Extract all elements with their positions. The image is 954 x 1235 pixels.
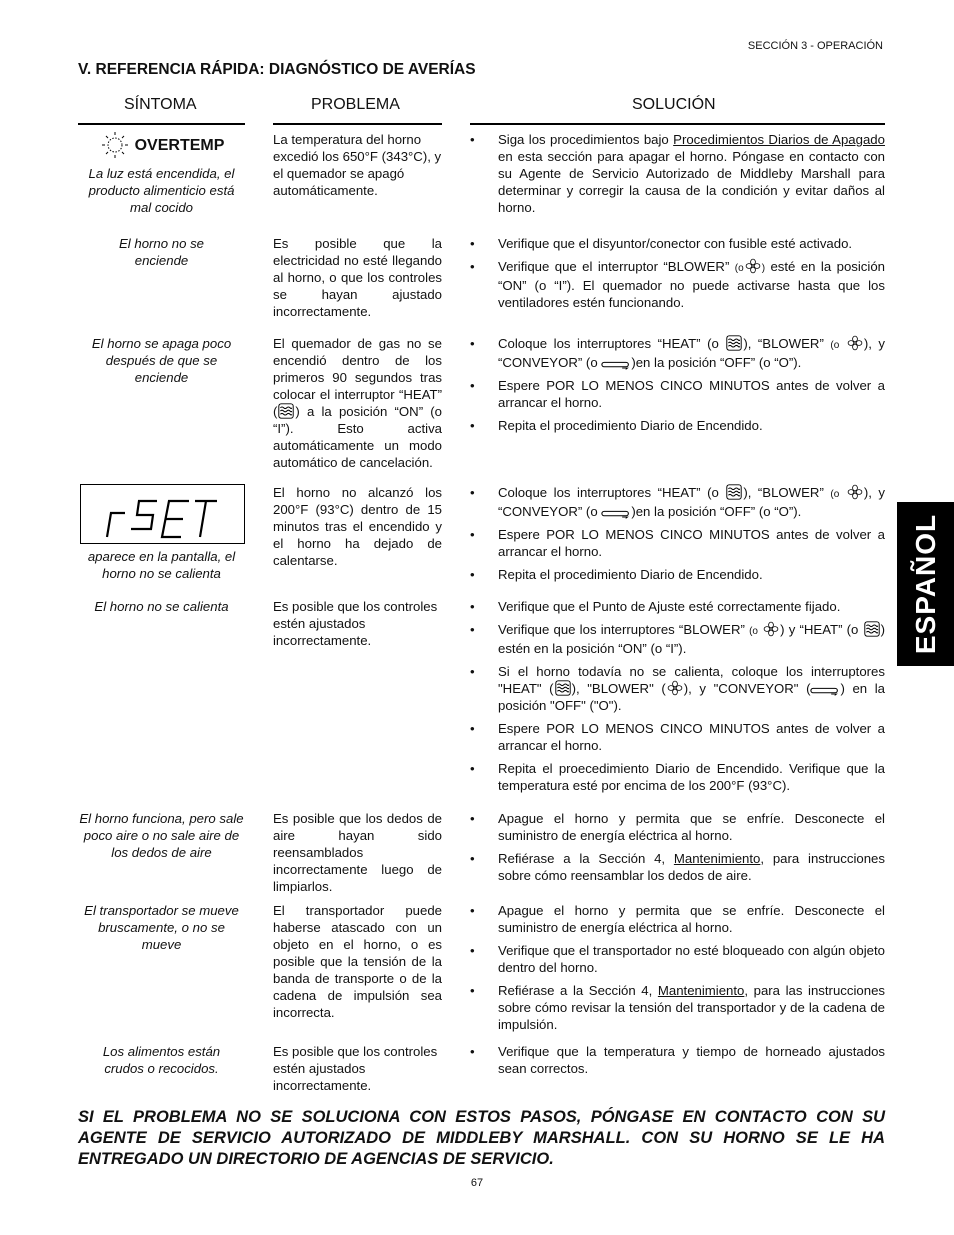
column-header-symptom: SÍNTOMA <box>124 96 197 113</box>
display-text <box>244 485 245 486</box>
list-item: • Verifique que el disyuntor/conector con fusible esté activado. <box>470 236 853 251</box>
solution-cell <box>470 335 885 440</box>
solution-cell <box>470 484 885 589</box>
problem-cell: Es posible que la electricidad no esté llegando al horno, o que los controles se hayan ajustado incorrectamente. <box>273 236 442 319</box>
symptom-cell: Los alimentos están crudos o recocidos. <box>102 1044 221 1076</box>
problem-cell: Es posible que los dedos de aire hayan sido reensamblados incorrectamente luego de limpiarlos. <box>273 811 442 894</box>
conveyor-icon <box>601 509 631 519</box>
symptom-cell: El horno se apaga poco después de que se enciende <box>91 336 232 385</box>
symptom-text: La luz está encendida, el producto alimenticio está mal cocido <box>88 166 235 215</box>
list-item: • Coloque los interruptores “HEAT” (o ), “BLOWER” (o ), y “CONVEYOR” (o )en la posición “OFF” (o “O”). <box>470 485 885 519</box>
link-mantenimiento[interactable]: Mantenimiento <box>673 851 761 866</box>
conveyor-icon <box>810 686 840 696</box>
divider <box>273 123 442 125</box>
list-item: • Siga los procedimientos bajo Procedimientos Diarios de Apagado en esta sección para apagar el horno. Póngase en contacto con su Agente de Servicio Autorizado de Middleby Marshall para determinar y corregir la causa de la condición y evitar daños al horno. <box>470 132 885 215</box>
light-icon <box>99 131 131 159</box>
display-readout <box>80 484 245 544</box>
problem-cell: El quemador de gas no se encendió dentro de los primeros 90 segundos tras colocar el interruptor “HEAT” ( ) a la posición “ON” (o “I”). Esto activa automáticamente un modo automático de cancelación. <box>273 336 442 470</box>
page-title: V. REFERENCIA RÁPIDA: DIAGNÓSTICO DE AVERÍAS <box>78 61 476 78</box>
footnote: SI EL PROBLEMA NO SE SOLUCIONA CON ESTOS PASOS, PÓNGASE EN CONTACTO CON SU AGENTE DE SERVICIO AUTORIZADO DE MIDDLEBY MARSHALL. CON SU HORNO SE LE HA ENTREGADO UN DIRECTORIO DE AGENCIAS DE SERVICIO. <box>78 1108 885 1168</box>
heat-icon <box>554 680 572 696</box>
symptom-cell: El horno no se calienta <box>94 599 229 614</box>
symptom-cell: El transportador se mueve bruscamente, o no se mueve <box>84 903 239 952</box>
list-item: • Refiérase a la Sección 4, Mantenimiento, para instrucciones sobre cómo reensamblar los dedos de aire. <box>470 851 885 883</box>
symptom-cell <box>78 484 245 582</box>
list-item: • Si el horno todavía no se calienta, coloque los interruptores "HEAT" ( ), "BLOWER" ( ), y "CONVEYOR" ( ) en la posición "OFF" ("O"). <box>470 664 886 713</box>
overtemp-badge <box>78 131 245 159</box>
list-item: • Verifique que el Punto de Ajuste esté correctamente fijado. <box>470 599 841 614</box>
solution-cell <box>470 598 885 800</box>
symptom-cell <box>78 131 245 216</box>
list-item: • Repita el procedimiento Diario de Encendido. <box>470 418 763 433</box>
link-mantenimiento[interactable]: Mantenimiento <box>657 983 745 998</box>
list-item: • Refiérase a la Sección 4, Mantenimiento, para las instrucciones sobre cómo revisar la tensión del transportador y de la cadena de impulsión. <box>470 983 885 1032</box>
column-header-problem: PROBLEMA <box>311 96 400 113</box>
divider <box>470 123 885 125</box>
list-item: • Apague el horno y permita que se enfríe. Desconecte el suministro de energía eléctrica al horno. <box>470 903 885 935</box>
heat-icon <box>277 403 295 419</box>
list-item: • Espere POR LO MENOS CINCO MINUTOS antes de volver a arrancar el horno. <box>470 378 885 410</box>
symptom-cell: El horno funciona, pero sale poco aire o no sale aire de los dedos de aire <box>79 811 244 860</box>
list-item: • Apague el horno y permita que se enfríe. Desconecte el suministro de energía eléctrica al horno. <box>470 811 885 843</box>
list-item: • Espere POR LO MENOS CINCO MINUTOS antes de volver a arrancar el horno. <box>470 721 885 753</box>
list-item: • Verifique que la temperatura y tiempo de horneado ajustados sean correctos. <box>470 1044 885 1076</box>
list-item: • Repita el procedimiento Diario de Encendido. <box>470 567 763 582</box>
list-item: • Verifique que el interruptor “BLOWER” (o ) esté en la posición “ON” (o “I”). El quemador no puede activarse hasta que los ventiladores estén funcionando. <box>470 259 885 310</box>
symptom-text: aparece en la pantalla, el horno no se calienta <box>87 549 236 581</box>
fan-icon <box>666 680 684 696</box>
solution-cell <box>470 810 885 890</box>
problem-cell: Es posible que los controles estén ajustados incorrectamente. <box>273 599 438 648</box>
symptom-cell: El horno no se enciende <box>118 236 205 268</box>
divider <box>78 123 245 125</box>
fan-icon <box>744 258 762 274</box>
solution-cell <box>470 131 885 222</box>
problem-cell: Es posible que los controles estén ajustados incorrectamente. <box>273 1044 438 1093</box>
list-item: • Coloque los interruptores “HEAT” (o ), “BLOWER” (o ), y “CONVEYOR” (o )en la posición “OFF” (o “O”). <box>470 336 885 370</box>
language-tab: ESPAÑOL <box>897 502 954 666</box>
solution-cell <box>470 902 885 1039</box>
heat-icon <box>863 621 881 637</box>
list-item: • Verifique que el transportador no esté bloqueado con algún objeto dentro del horno. <box>470 943 885 975</box>
section-label: SECCIÓN 3 - OPERACIÓN <box>747 40 883 52</box>
list-item: • Repita el proecedimiento Diario de Encendido. Verifique que la temperatura esté por encima de los 200°F (93°C). <box>470 761 885 793</box>
solution-cell <box>470 235 885 317</box>
overtemp-label: OVERTEMP <box>134 136 225 154</box>
heat-icon <box>725 484 743 500</box>
solution-cell <box>470 1043 885 1083</box>
fan-icon <box>762 621 780 637</box>
conveyor-icon <box>601 360 631 370</box>
link-procedimientos-diarios[interactable]: Procedimientos Diarios de Apagado <box>673 132 885 147</box>
fan-icon <box>846 484 864 500</box>
page-number: 67 <box>470 1177 484 1189</box>
list-item: • Verifique que los interruptores “BLOWER” (o ) y “HEAT” (o ) estén en la posición “ON” (o “I”). <box>470 622 885 656</box>
fan-icon <box>846 335 864 351</box>
problem-cell: La temperatura del horno excedió los 650°F (343°C), y el quemador se apagó automáticamente. <box>273 132 442 198</box>
problem-cell: El horno no alcanzó los 200°F (93°C) dentro de 15 minutos tras el encendido y el horno ha dejado de calentarse. <box>273 485 442 568</box>
list-item: • Espere POR LO MENOS CINCO MINUTOS antes de volver a arrancar el horno. <box>470 527 885 559</box>
heat-icon <box>725 335 743 351</box>
problem-cell: El transportador puede haberse atascado con un objeto en el horno, o es posible que la tensión de la banda de transporte o de la cadena de impulsión sea incorrecta. <box>273 903 442 1020</box>
column-header-solution: SOLUCIÓN <box>632 96 716 113</box>
